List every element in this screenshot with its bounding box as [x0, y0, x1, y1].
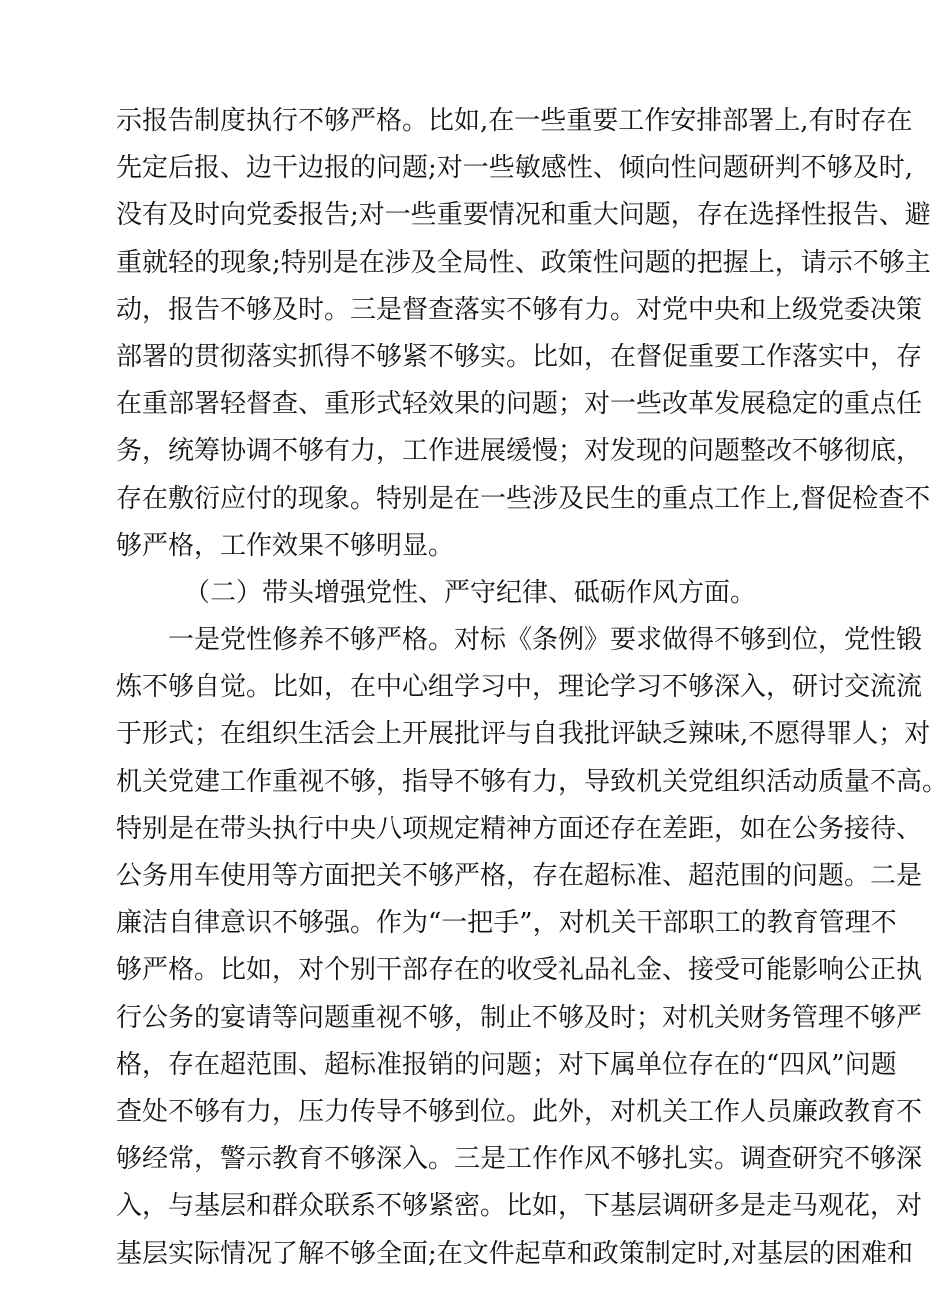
text-line-3: 没有及时向党委报告;对一些重要情况和重大问题，存在选择性报告、避: [116, 200, 931, 231]
text-line-7: 在重部署轻督查、重形式轻效果的问题；对一些改革发展稳定的重点任: [116, 389, 923, 420]
text-line-6: 部署的贯彻落实抓得不够紧不够实。比如，在督促重要工作落实中，存: [116, 341, 923, 372]
text-line-13: 炼不够自觉。比如，在中心组学习中，理论学习不够深入，研讨交流流: [116, 672, 923, 703]
text-line-12: 一是党性修养不够严格。对标《条例》要求做得不够到位，党性锻: [168, 625, 923, 656]
text-line-16: 特别是在带头执行中央八项规定精神方面还存在差距，如在公务接待、: [116, 813, 923, 844]
text-line-22: 查处不够有力，压力传导不够到位。此外，对机关工作人员廉政教育不: [116, 1096, 923, 1127]
text-line-5: 动，报告不够及时。三是督查落实不够有力。对党中央和上级党委决策: [116, 294, 923, 325]
text-line-17: 公务用车使用等方面把关不够严格，存在超标准、超范围的问题。二是: [116, 861, 923, 891]
section-heading: （二）带头增强党性、严守纪律、砥砺作风方面。: [184, 577, 757, 608]
text-line-9: 存在敷衍应付的现象。特别是在一些涉及民生的重点工作上,督促检查不: [116, 483, 931, 514]
text-line-15: 机关党建工作重视不够，指导不够有力，导致机关党组织活动质量不高。: [116, 766, 948, 797]
text-line-10: 够严格，工作效果不够明显。: [116, 530, 455, 561]
text-line-21: 格，存在超范围、超标准报销的问题；对下属单位存在的“四风”问题: [116, 1049, 897, 1080]
text-line-14: 于形式；在组织生活会上开展批评与自我批评缺乏辣味,不愿得罪人；对: [116, 719, 931, 750]
text-line-24: 入，与基层和群众联系不够紧密。比如，下基层调研多是走马观花，对: [116, 1191, 923, 1222]
text-line-19: 够严格。比如，对个别干部存在的收受礼品礼金、接受可能影响公正执: [116, 955, 923, 986]
text-line-2: 先定后报、边干边报的问题;对一些敏感性、倾向性问题研判不够及时,: [116, 153, 914, 184]
text-line-4: 重就轻的现象;特别是在涉及全局性、政策性问题的把握上，请示不够主: [116, 247, 931, 278]
text-line-1: 示报告制度执行不够严格。比如,在一些重要工作安排部署上,有时存在: [116, 106, 913, 136]
text-line-18: 廉洁自律意识不够强。作为“一把手”，对机关干部职工的教育管理不: [116, 908, 897, 939]
text-line-20: 行公务的宴请等问题重视不够，制止不够及时；对机关财务管理不够严: [116, 1002, 923, 1033]
body-text: [116, 98, 948, 1278]
text-line-8: 务，统筹协调不够有力，工作进展缓慢；对发现的问题整改不够彻底，: [116, 436, 923, 467]
text-line-25: 基层实际情况了解不够全面;在文件起草和政策制定时,对基层的困难和: [116, 1238, 914, 1269]
text-line-23: 够经常，警示教育不够深入。三是工作作风不够扎实。调查研究不够深: [116, 1144, 923, 1175]
